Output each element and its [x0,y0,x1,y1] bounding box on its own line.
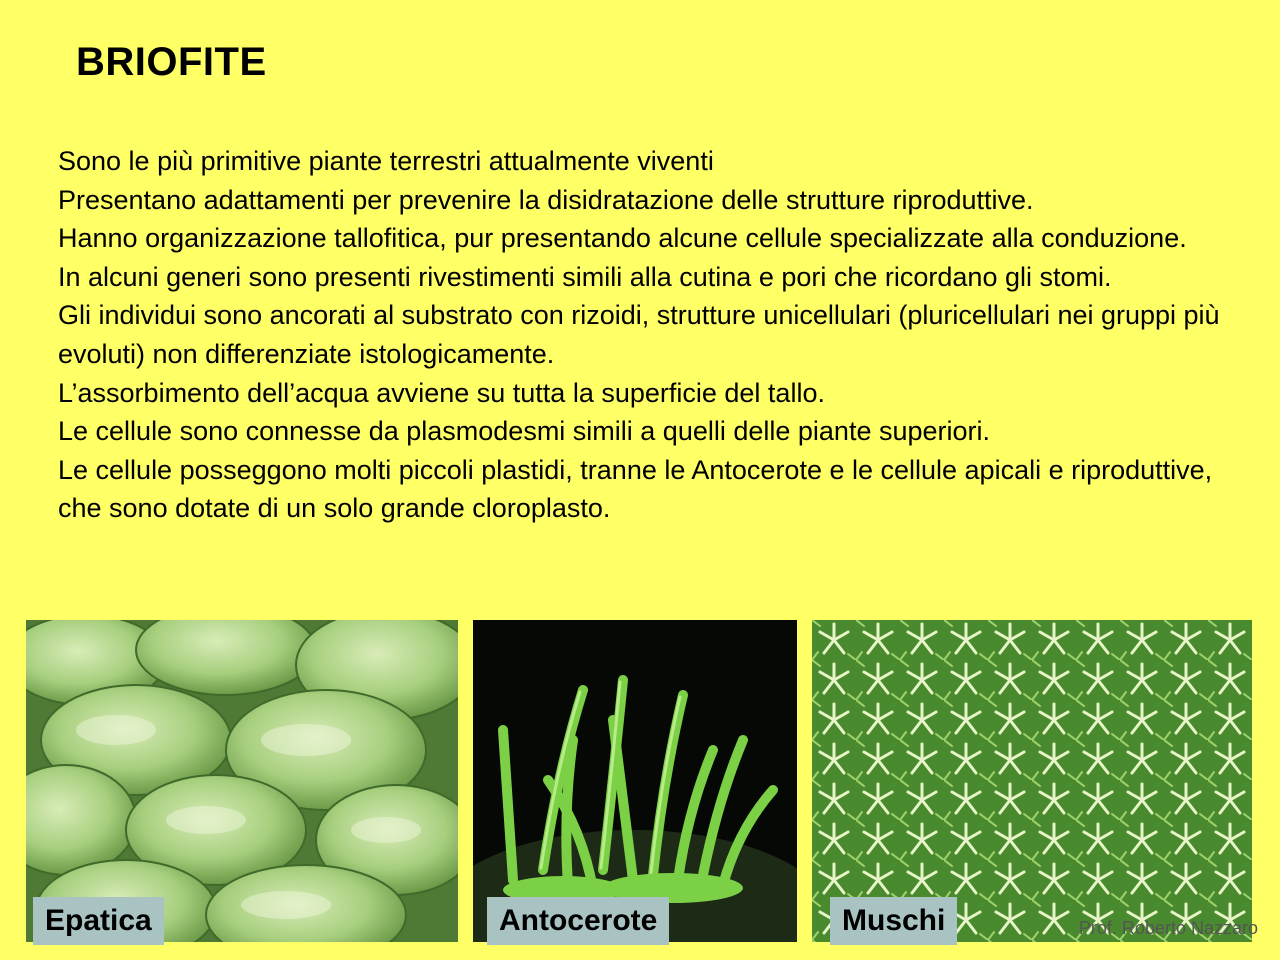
paragraph: Hanno organizzazione tallofitica, pur presentando alcune cellule specializzate alla conduzione. [58,223,1187,254]
slide-title: BRIOFITE [76,40,267,84]
caption-antocerote: Antocerote [487,897,669,945]
caption-muschi: Muschi [830,897,957,945]
hornwort-illustration [473,620,797,942]
paragraph: Sono le più primitive piante terrestri attualmente viventi [58,146,714,176]
body-text [58,142,1238,528]
paragraph: Presentano adattamenti per prevenire la disidratazione delle strutture riproduttive. [58,184,1034,215]
paragraph: Le cellule posseggono molti piccoli plastidi, tranne le Antocerote e le cellule apicali e riproduttive, che sono dotate di un solo grande cloroplasto. [58,454,1213,524]
liverwort-photo [26,620,458,942]
liverwort-illustration [26,620,458,942]
moss-photo [812,620,1252,942]
paragraph: Gli individui sono ancorati al substrato con rizoidi, strutture unicellulari (pluricellulari nei gruppi più evoluti) non differenziate istologicamente. [58,300,1220,369]
paragraph: Le cellule sono connesse da plasmodesmi simili a quelli delle piante superiori. [58,416,991,447]
author-credit: Prof. Roberto Nazzaro [1078,918,1258,938]
paragraph: L’assorbimento dell’acqua avviene su tutta la superficie del tallo. [58,377,825,408]
paragraph: In alcuni generi sono presenti rivestimenti simili alla cutina e pori che ricordano gli stomi. [58,261,1112,292]
caption-epatica: Epatica [33,897,164,945]
moss-illustration [812,620,1252,942]
hornwort-photo [473,620,797,942]
